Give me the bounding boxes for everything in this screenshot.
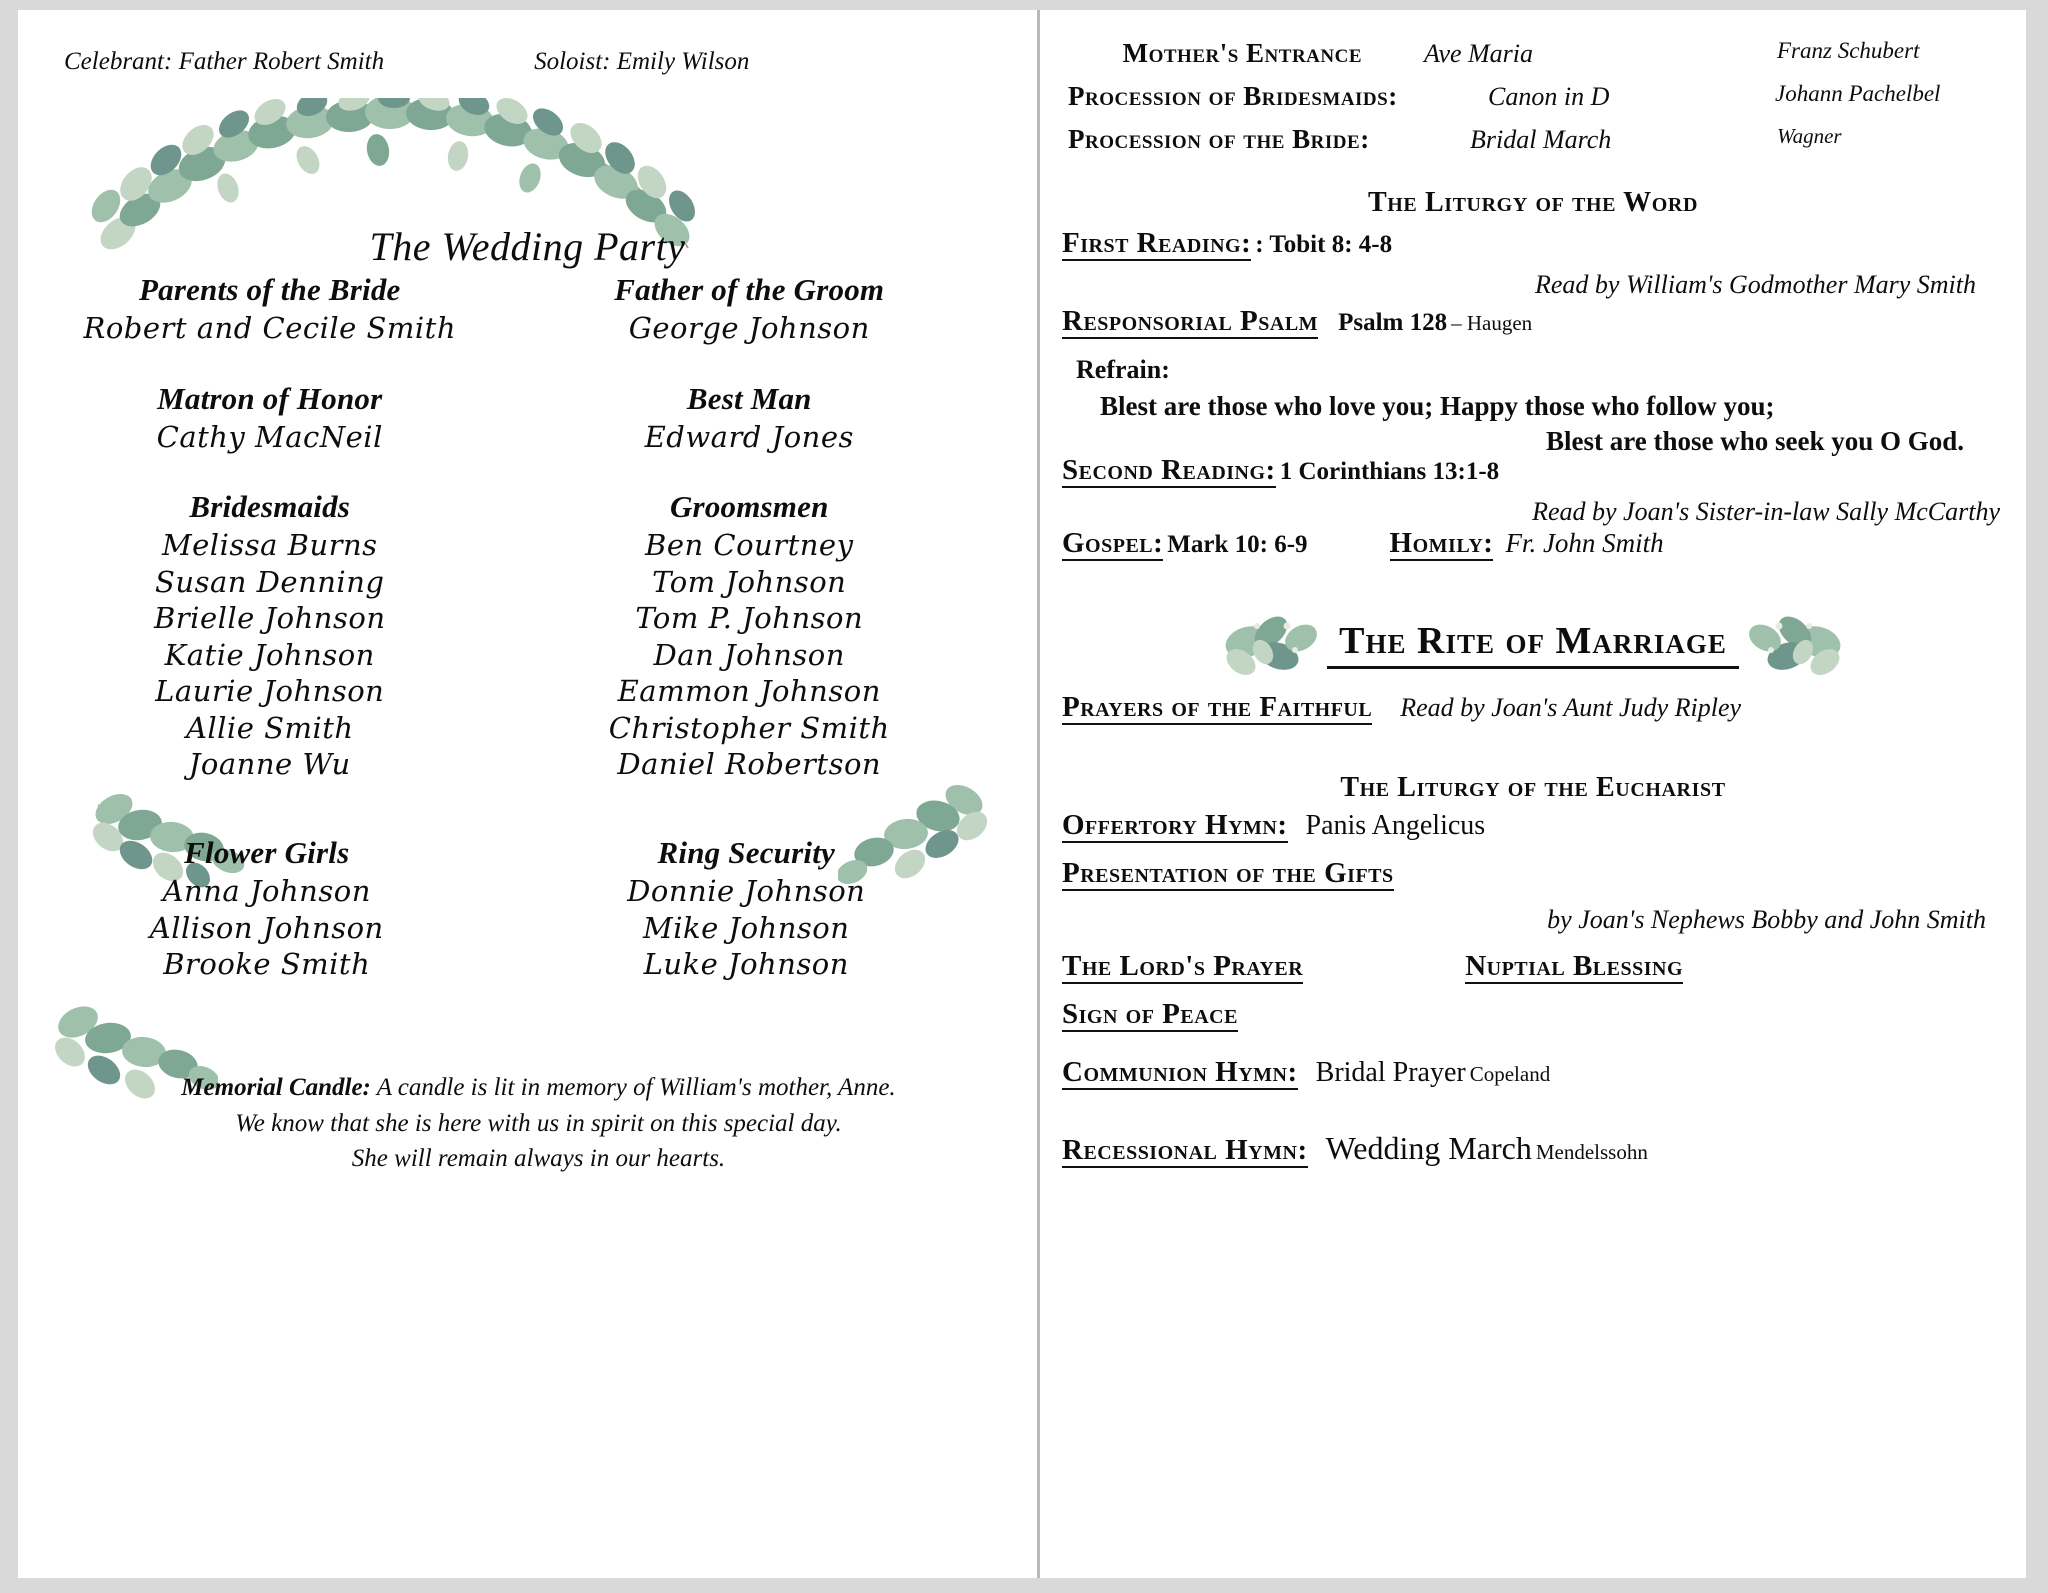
wedding-party-title: The Wedding Party [369,224,686,269]
party-member-name: Allison Johnson [149,910,384,945]
liturgy-of-the-eucharist-heading: The Liturgy of the Eucharist [1340,772,1726,803]
party-member-name: Laurie Johnson [155,674,385,709]
party-member-name: Melissa Burns [161,528,378,563]
first-reading-reader: Read by William's Godmother Mary Smith [1534,270,1976,300]
prayers-of-the-faithful-reader: Read by Joan's Aunt Judy Ripley [1400,693,1742,722]
officiants-row [18,48,1037,76]
recessional-hymn-label: Recessional Hymn: [1062,1135,1308,1168]
lords-prayer-nuptial-row [1040,951,2026,984]
recessional-hymn-composer: Mendelssohn [1535,1140,1648,1164]
communion-hymn-label: Communion Hymn: [1062,1057,1298,1090]
eucalyptus-floral-accent-icon [1739,608,1849,680]
communion-hymn-composer: Copeland [1469,1062,1551,1086]
role-heading: Bridesmaids [189,489,351,525]
party-member-name: Brielle Johnson [154,601,386,636]
party-member-name: Tom P. Johnson [635,601,864,636]
music-piece: Ave Maria [1424,39,1534,68]
second-reading-label: Second Reading: [1062,455,1276,488]
music-piece: Canon in D [1488,82,1610,111]
liturgy-of-the-word-heading: The Liturgy of the Word [1367,187,1698,218]
responsorial-psalm-block [1040,306,2026,339]
role-heading: Groomsmen [669,489,829,525]
homily-name: Fr. John Smith [1505,528,1664,558]
second-reading-citation: 1 Corinthians 13:1-8 [1279,458,1500,485]
role-heading: Father of the Groom [614,272,885,307]
gospel-block [1062,528,1308,561]
second-reading-block [1040,455,2026,527]
party-column-right-lower [518,835,1038,983]
presentation-of-gifts-by: by Joan's Nephews Bobby and John Smith [1547,905,1986,935]
second-reading-reader: Read by Joan's Sister-in-law Sally McCarthy [1532,497,2000,527]
party-member-name: Daniel Robertson [617,747,882,782]
gospel-homily-row [1040,528,2026,561]
sign-of-peace-block [1040,999,2026,1032]
role-heading: Flower Girls [184,835,350,870]
program-page-left [18,10,1040,1578]
party-member-name: Brooke Smith [163,947,371,982]
party-member-name: Cathy MacNeil [156,419,383,454]
first-reading-label: First Reading: [1062,228,1251,261]
memorial-candle-label: Memorial Candle: [181,1074,371,1101]
communion-hymn-block [1040,1057,2026,1090]
music-row [1062,81,2026,112]
psalm-refrain-block [1040,355,2026,457]
music-composer: Johann Pachelbel [1775,81,1941,106]
communion-hymn-value: Bridal Prayer [1315,1057,1466,1088]
gospel-citation: Mark 10: 6-9 [1167,531,1308,558]
offertory-hymn-block [1040,810,2026,843]
lords-prayer-label: The Lord's Prayer [1062,951,1303,984]
gospel-label: Gospel: [1062,528,1163,561]
party-member-name: Anna Johnson [162,874,371,908]
party-column-left-lower [18,835,518,983]
offertory-hymn-label: Offertory Hymn: [1062,810,1288,843]
role-heading: Matron of Honor [157,380,383,416]
recessional-hymn-block [1040,1130,2026,1168]
party-member-name: Joanne Wu [188,747,351,782]
responsorial-psalm-label: Responsorial Psalm [1062,306,1318,339]
party-member-name: Allie Smith [185,710,354,745]
role-heading: Ring Security [657,835,835,870]
party-member-name: Katie Johnson [164,637,375,672]
memorial-candle-block [18,1070,1037,1177]
party-member-name: Mike Johnson [643,910,850,945]
role-heading: Best Man [686,380,812,416]
party-member-name: Edward Jones [644,419,854,454]
eucalyptus-floral-accent-icon [1217,608,1327,680]
music-row [1062,38,2026,69]
psalm-number: Psalm 128 [1338,309,1448,336]
soloist-text: Soloist: Emily Wilson [534,48,750,75]
prayers-of-the-faithful-label: Prayers of the Faithful [1062,692,1372,725]
homily-label: Homily: [1390,528,1494,561]
refrain-line-2: Blest are those who seek you O God. [1545,426,1964,456]
party-member-name: Susan Denning [155,564,385,599]
party-member-name: Dan Johnson [653,637,845,672]
homily-block [1390,528,1664,561]
presentation-of-gifts-block [1040,858,2026,935]
music-composer: Wagner [1777,124,1842,148]
party-member-name: Tom Johnson [652,564,847,599]
party-member-name: Ben Courtney [645,528,854,563]
music-label: Mother's Entrance [1122,38,1362,68]
wedding-party-upper-grid [18,272,1037,783]
rite-of-marriage-heading-row [1040,608,2026,680]
music-composer: Franz Schubert [1777,38,1920,63]
sign-of-peace-label: Sign of Peace [1062,999,1238,1032]
music-label: Procession of the Bride: [1068,124,1370,154]
wedding-party-lower-grid [18,835,1037,983]
recessional-hymn-value: Wedding March [1325,1130,1532,1166]
party-member-name: Eammon Johnson [617,674,881,709]
memorial-line-1 [58,1070,1019,1106]
music-label: Procession of Bridesmaids: [1068,81,1398,111]
party-member-name: George Johnson [628,311,870,345]
party-member-name: Donnie Johnson [627,874,866,908]
party-member-name: Robert and Cecile Smith [83,311,456,345]
music-row [1062,124,2026,155]
offertory-hymn-value: Panis Angelicus [1305,810,1486,841]
program-page-right [1040,10,2026,1578]
party-member-name: Luke Johnson [643,947,849,982]
party-member-name: Christopher Smith [608,710,890,745]
party-column-left [18,272,520,783]
presentation-of-gifts-label: Presentation of the Gifts [1062,858,1394,891]
celebrant-text: Celebrant: Father Robert Smith [64,48,385,75]
memorial-text-1: A candle is lit in memory of William's mother, Anne. [376,1074,896,1101]
refrain-line-1: Blest are those who love you; Happy those who follow you; [1100,391,1775,421]
role-heading: Parents of the Bride [139,272,401,307]
processional-music-list [1040,38,2026,167]
first-reading-block [1040,228,2026,300]
memorial-text-3: She will remain always in our hearts. [351,1145,726,1172]
first-reading-citation: : Tobit 8: 4-8 [1255,231,1393,258]
prayers-of-the-faithful-block [1040,692,2026,725]
music-piece: Bridal March [1470,125,1612,154]
rite-of-marriage-title: The Rite of Marriage [1327,619,1739,669]
party-column-right [520,272,1038,783]
nuptial-blessing-label: Nuptial Blessing [1465,951,1683,984]
memorial-text-2: We know that she is here with us in spirit on this special day. [235,1109,842,1137]
refrain-label: Refrain: [1076,355,1170,384]
psalm-composer: – Haugen [1451,311,1533,335]
